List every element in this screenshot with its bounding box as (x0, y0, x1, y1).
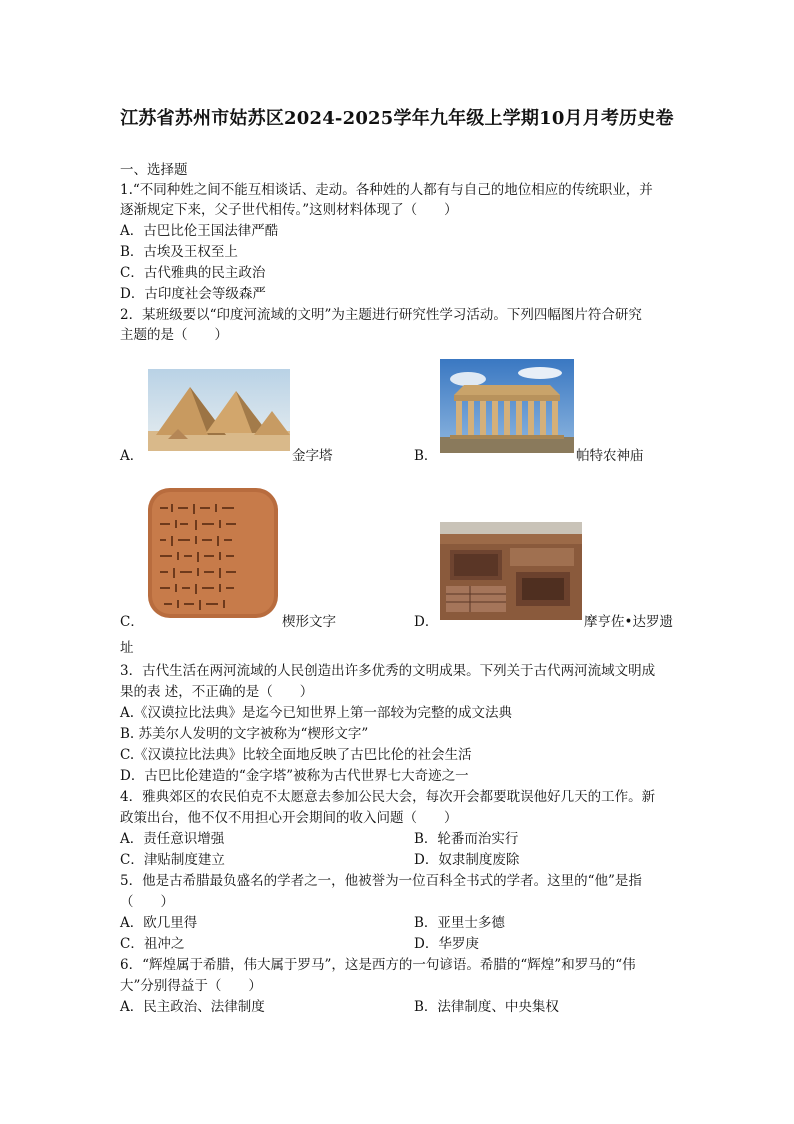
question-1-option-b[interactable]: B．古埃及王权至上 (120, 244, 238, 260)
question-1-option-a[interactable]: A．古巴比伦王国法律严酷 (120, 223, 279, 239)
cuneiform-tablet-image (146, 486, 280, 620)
question-3-stem-line2: 果的表 述，不正确的是（ ） (120, 684, 314, 700)
mohenjo-daro-image (440, 522, 582, 620)
question-4-option-d[interactable]: D．奴隶制度废除 (414, 852, 520, 868)
question-5-stem-line2: （ ） (120, 894, 174, 910)
question-6-option-a[interactable]: A．民主政治、法律制度 (120, 999, 265, 1015)
question-4-option-a[interactable]: A．责任意识增强 (120, 831, 225, 847)
question-6-option-b[interactable]: B．法律制度、中央集权 (414, 999, 559, 1015)
question-6-stem-line2: 大”分别得益于（ ） (120, 978, 262, 994)
question-5-option-c[interactable]: C．祖冲之 (120, 936, 185, 952)
question-3-option-d[interactable]: D．古巴比伦建造的“金字塔”被称为古代世界七大奇迹之一 (120, 768, 469, 784)
question-2-stem-line2: 主题的是（ ） (120, 327, 228, 343)
section-heading: 一、选择题 (120, 162, 188, 178)
question-3-option-b[interactable]: B. 苏美尔人发明的文字被称为“楔形文字” (120, 726, 369, 742)
option-a-letter[interactable]: A． (120, 448, 144, 464)
question-5-option-d[interactable]: D．华罗庚 (414, 936, 479, 952)
question-4-option-b[interactable]: B．轮番而治实行 (414, 831, 519, 847)
question-1-stem-line1: 1.“不同种姓之间不能互相谈话、走动。各种姓的人都有与自己的地位相应的传统职业，并 (120, 182, 653, 198)
cuneiform-caption: 楔形文字 (282, 614, 336, 630)
question-5-stem-line1: 5．他是古希腊最负盛名的学者之一，他被誉为一位百科全书式的学者。这里的“他”是指 (120, 873, 642, 889)
question-2-stem-line1: 2．某班级要以“印度河流域的文明”为主题进行研究性学习活动。下列四幅图片符合研究 (120, 307, 642, 323)
pyramids-caption: 金字塔 (292, 448, 333, 464)
mohenjo-daro-caption-tail: 址 (120, 640, 134, 656)
option-c-letter[interactable]: C． (120, 614, 144, 630)
question-5-option-a[interactable]: A．欧几里得 (120, 915, 198, 931)
question-4-stem-line1: 4．雅典郊区的农民伯克不太愿意去参加公民大会，每次开会都要耽误他好几天的工作。新 (120, 789, 656, 805)
question-4-stem-line2: 政策出台，他不仅不用担心开会期间的收入问题（ ） (120, 810, 458, 826)
mohenjo-daro-caption: 摩亨佐•达罗遗 (584, 614, 673, 630)
page-title: 江苏省苏州市姑苏区2024-2025学年九年级上学期10月月考历史卷 (120, 108, 674, 129)
parthenon-image (440, 359, 574, 453)
parthenon-caption: 帕特农神庙 (576, 448, 644, 464)
question-1-option-d[interactable]: D．古印度社会等级森严 (120, 286, 266, 302)
question-3-option-a[interactable]: A.《汉谟拉比法典》是迄今已知世界上第一部较为完整的成文法典 (120, 705, 513, 721)
question-4-option-c[interactable]: C．津贴制度建立 (120, 852, 225, 868)
option-b-letter[interactable]: B． (414, 448, 438, 464)
question-3-option-c[interactable]: C.《汉谟拉比法典》比较全面地反映了古巴比伦的社会生活 (120, 747, 472, 763)
question-6-stem-line1: 6．“辉煌属于希腊，伟大属于罗马”，这是西方的一句谚语。希腊的“辉煌”和罗马的“伟 (120, 957, 636, 973)
option-d-letter[interactable]: D． (414, 614, 439, 630)
question-1-option-c[interactable]: C．古代雅典的民主政治 (120, 265, 266, 281)
pyramids-image (148, 369, 290, 451)
question-5-option-b[interactable]: B．亚里士多德 (414, 915, 505, 931)
question-3-stem-line1: 3．古代生活在两河流域的人民创造出许多优秀的文明成果。下列关于古代两河流域文明成 (120, 663, 656, 679)
question-1-stem-line2: 逐渐规定下来，父子世代相传。”这则材料体现了（ ） (120, 202, 458, 218)
